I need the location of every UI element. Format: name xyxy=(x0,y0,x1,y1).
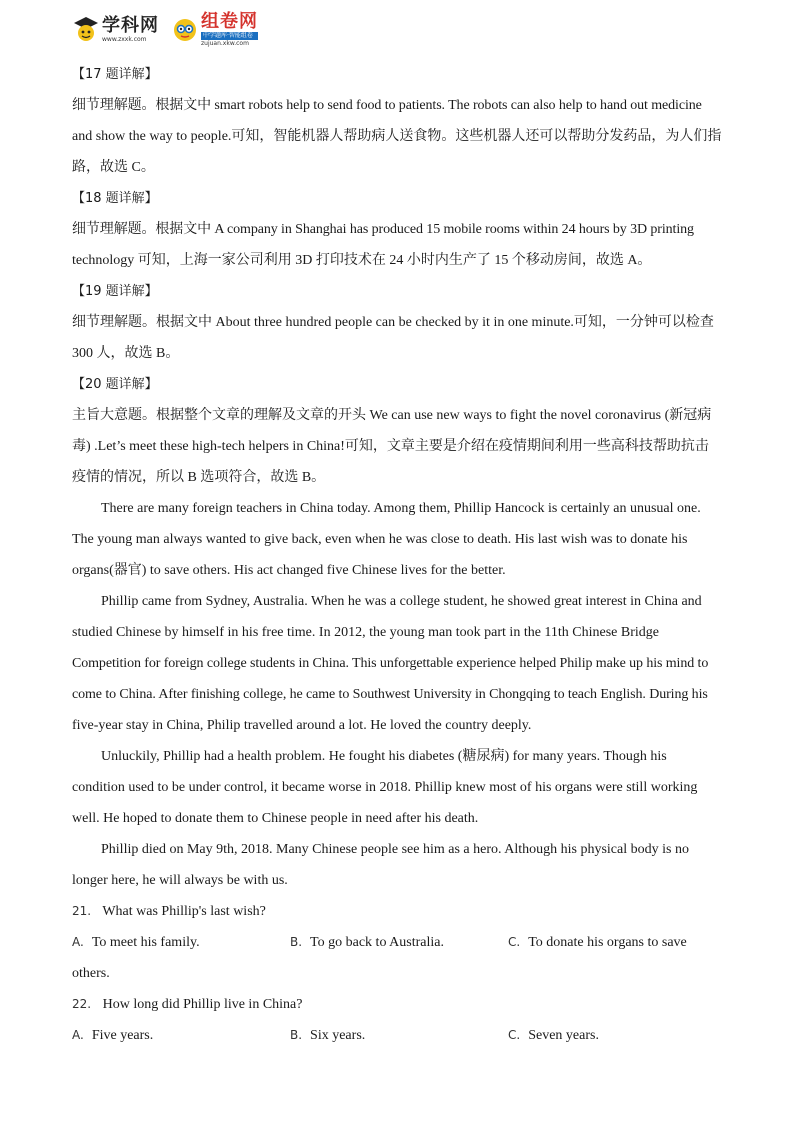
zujuan-logo-url: zujuan.xkw.com xyxy=(201,40,249,47)
question-number: 21. xyxy=(72,904,92,918)
explanation-line: and show the way to people.可知，智能机器人帮助病人送食物。这些机器人还可以帮助分发药品，为人们指 xyxy=(72,129,722,144)
explanation-line: 300 人，故选 B。 xyxy=(72,346,180,361)
explanation-line: 路，故选 C。 xyxy=(72,160,155,175)
option-c xyxy=(508,1020,599,1051)
option-text: Seven years. xyxy=(528,1028,599,1043)
option-continuation: others. xyxy=(72,966,110,981)
option-text: To meet his family. xyxy=(91,935,200,950)
zxxk-logo-title: 学科网 xyxy=(102,15,159,36)
option-text: Five years. xyxy=(91,1028,154,1043)
option-label: B. xyxy=(290,1028,303,1042)
passage-line: come to China. After finishing college, he came to Southwest University in Chongqing to teach English. During his xyxy=(72,687,708,702)
option-text: To go back to Australia. xyxy=(310,935,444,950)
page-header xyxy=(72,10,270,50)
question-text: What was Phillip's last wish? xyxy=(102,904,266,919)
passage-line: Unluckily, Phillip had a health problem. He fought his diabetes (糖尿病) for many years. Though his xyxy=(101,749,667,764)
passage-line: five-year stay in China, Philip travelled around a lot. He loved the country deeply. xyxy=(72,718,532,733)
passage-line: There are many foreign teachers in China today. Among them, Phillip Hancock is certainly an unusual one. xyxy=(101,501,701,516)
passage-line: The young man always wanted to give back, even when he was close to death. His last wish was to donate his xyxy=(72,532,688,547)
option-label: A. xyxy=(72,1028,84,1042)
passage-line: Phillip died on May 9th, 2018. Many Chinese people see him as a hero. Although his physical body is no xyxy=(101,842,689,857)
zxxk-logo xyxy=(72,15,159,45)
option-b xyxy=(290,927,508,958)
option-label: C. xyxy=(508,935,521,949)
option-b xyxy=(290,1020,508,1051)
passage-line: condition used to be under control, it became worse in 2018. Phillip knew most of his organs were still working xyxy=(72,780,698,795)
passage-line: studied Chinese by himself in his free time. In 2012, the young man took part in the 11th Chinese Bridge xyxy=(72,625,659,640)
option-a xyxy=(72,927,290,958)
question-21-options xyxy=(72,927,728,958)
question-22 xyxy=(72,989,728,1020)
option-c xyxy=(508,927,687,958)
zujuan-logo xyxy=(171,12,258,48)
option-label: A. xyxy=(72,935,84,949)
section-heading-17: 【17 题详解】 xyxy=(72,67,158,82)
explanation-line: 细节理解题。根据文中 About three hundred people can be checked by it in one minute.可知，一分钟可以检查 xyxy=(72,315,714,330)
explanation-line: 主旨大意题。根据整个文章的理解及文章的开头 We can use new ways to fight the novel coronavirus (新冠病 xyxy=(72,408,712,423)
passage-line: well. He hoped to donate them to Chinese people in need after his death. xyxy=(72,811,479,826)
explanation-line: 细节理解题。根据文中 A company in Shanghai has produced 15 mobile rooms within 24 hours by 3D printing xyxy=(72,222,694,237)
explanation-line: 细节理解题。根据文中 smart robots help to send food to patients. The robots can also help to hand out medicine xyxy=(72,98,702,113)
section-heading-19: 【19 题详解】 xyxy=(72,284,158,299)
zujuan-logo-title: 组卷网 xyxy=(201,11,258,32)
question-text: How long did Phillip live in China? xyxy=(102,997,303,1012)
passage-line: Competition for foreign college students in China. This unforgettable experience helped Philip make up his mind to xyxy=(72,656,709,671)
passage-line: longer here, he will always be with us. xyxy=(72,873,288,888)
section-heading-18: 【18 题详解】 xyxy=(72,191,158,206)
passage-line: organs(器官) to save others. His act changed five Chinese lives for the better. xyxy=(72,563,506,578)
passage-line: Phillip came from Sydney, Australia. When he was a college student, he showed great interest in China and xyxy=(101,594,702,609)
question-21 xyxy=(72,896,728,927)
mascot-icon xyxy=(171,15,199,45)
option-text: Six years. xyxy=(310,1028,366,1043)
option-a xyxy=(72,1020,290,1051)
document-body xyxy=(72,59,728,1051)
zujuan-logo-slogan: 中学题库·智能组卷 xyxy=(201,32,258,40)
section-heading-20: 【20 题详解】 xyxy=(72,377,158,392)
zxxk-logo-url: www.zxxk.com xyxy=(102,36,147,43)
explanation-line: 毒) .Let’s meet these high-tech helpers in China!可知，文章主要是介绍在疫情期间利用一些高科技帮助抗击 xyxy=(72,439,709,454)
graduate-cap-icon xyxy=(72,15,100,45)
option-label: C. xyxy=(508,1028,521,1042)
explanation-line: 疫情的情况，所以 B 选项符合，故选 B。 xyxy=(72,470,326,485)
option-label: B. xyxy=(290,935,303,949)
option-text: To donate his organs to save xyxy=(528,935,687,950)
question-number: 22. xyxy=(72,997,92,1011)
explanation-line: technology 可知，上海一家公司利用 3D 打印技术在 24 小时内生产了 15 个移动房间，故选 A。 xyxy=(72,253,652,268)
question-22-options xyxy=(72,1020,728,1051)
